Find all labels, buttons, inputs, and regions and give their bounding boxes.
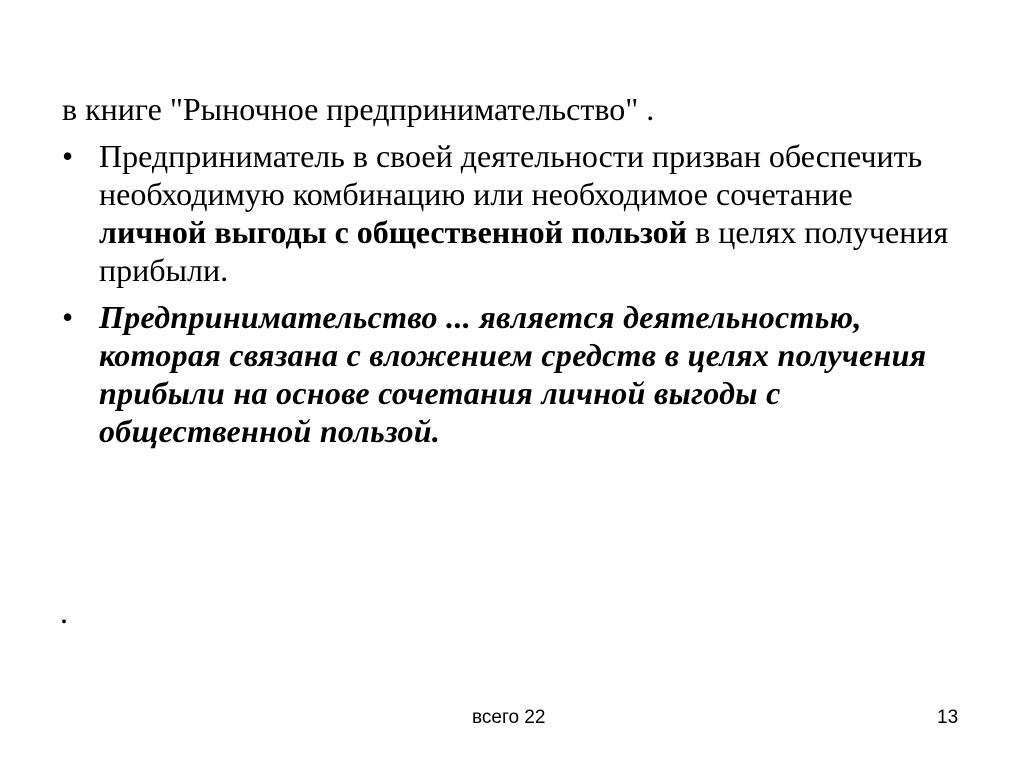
- bullet-marker: •: [62, 138, 74, 174]
- bullet-item-2: [62, 298, 962, 450]
- bullet-marker: •: [62, 299, 74, 335]
- bullet-1-bold-text: личной выгоды с общественной пользой: [99, 214, 688, 250]
- footer-total: всего 22: [472, 707, 546, 728]
- bullet-1-text-after: в целях получения прибыли.: [99, 214, 949, 288]
- trailing-dot: .: [60, 594, 68, 630]
- bullet-1-text-before: Предприниматель в своей деятельности призван обеспечить необходимую комбинацию или необходимое сочетание: [99, 138, 923, 212]
- page-number: 13: [937, 707, 959, 728]
- bullet-item-1: [62, 137, 962, 289]
- bullet-text-2: Предпринимательство ... является деятельностью, которая связана с вложением средств в целях получения прибыли на основе сочетания личной выгоды с общественной пользой.: [99, 299, 927, 449]
- intro-line: в книге "Рыночное предпринимательство" .: [62, 91, 655, 127]
- slide-content: [62, 90, 962, 459]
- bullet-text-1: [99, 137, 962, 289]
